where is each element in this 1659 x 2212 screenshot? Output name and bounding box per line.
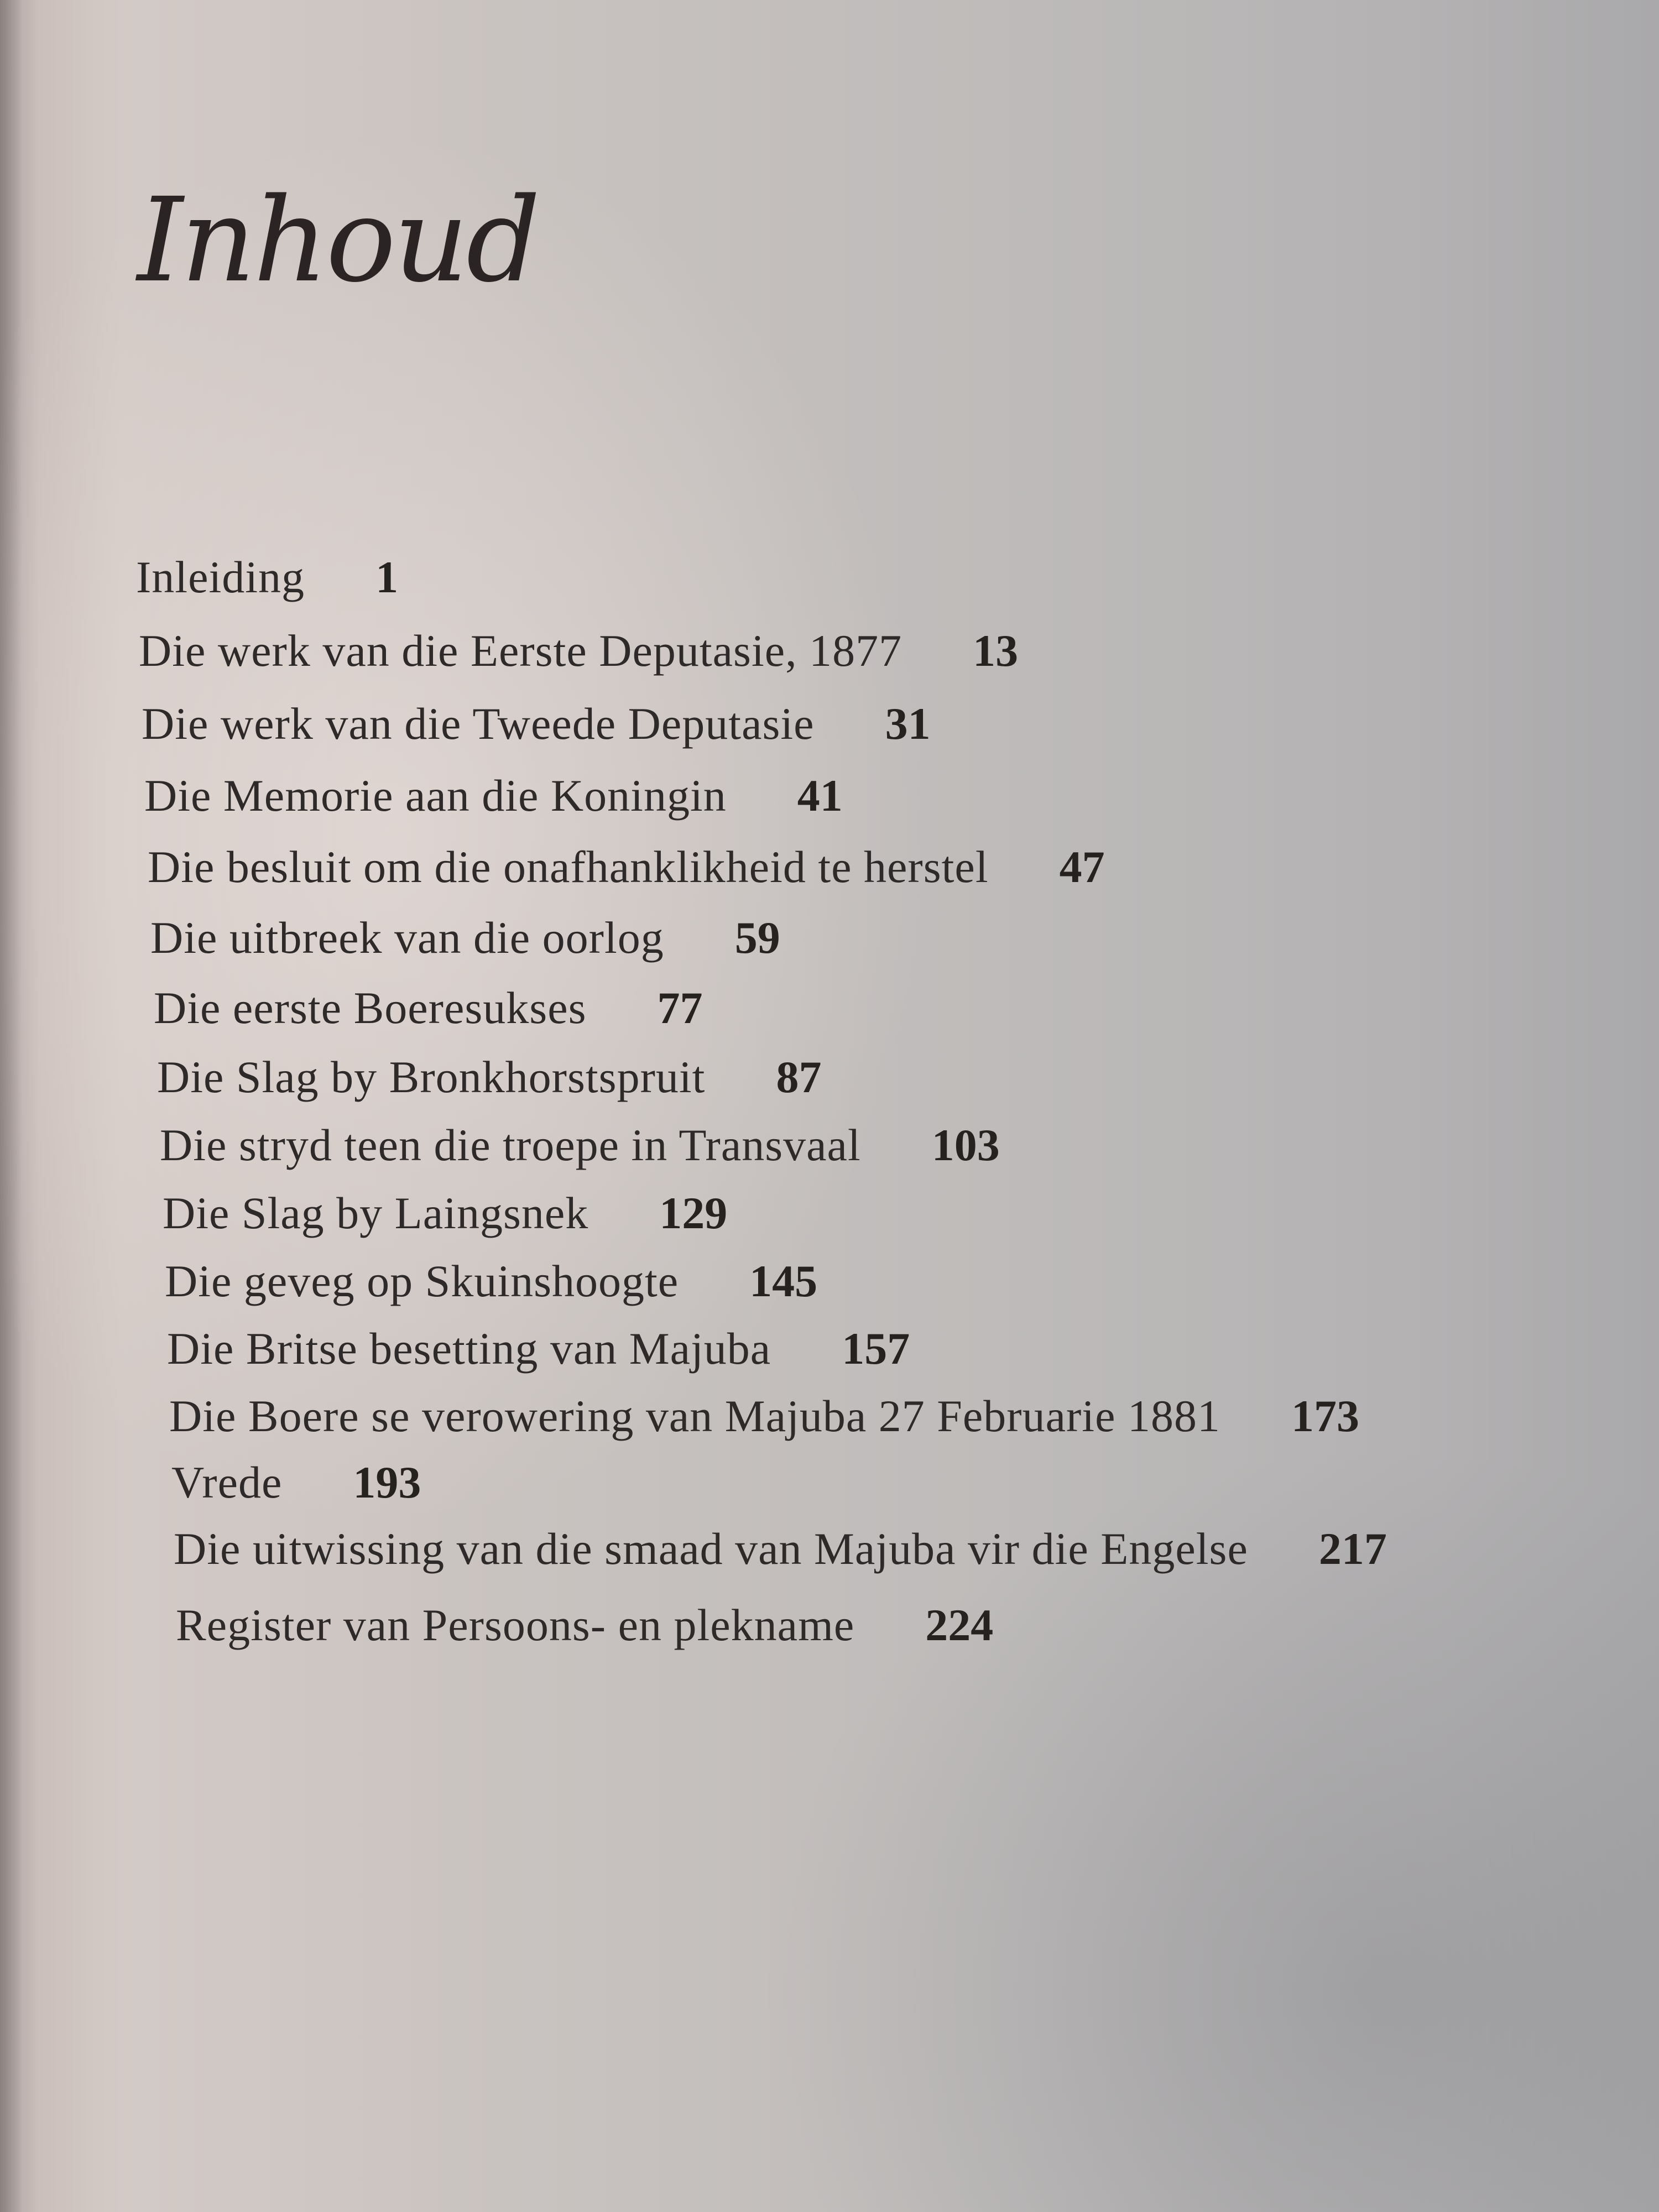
toc-entry-page: 13 xyxy=(973,625,1019,676)
toc-entry-page: 193 xyxy=(353,1457,421,1507)
toc-entry xyxy=(142,698,931,749)
toc-entry-title: Die Britse besetting van Majuba xyxy=(167,1323,771,1374)
toc-entry-title: Die geveg op Skuinshoogte xyxy=(165,1256,679,1306)
toc-entry-page: 129 xyxy=(659,1188,728,1238)
toc-entry xyxy=(150,912,780,963)
page-title: Inhoud xyxy=(137,173,539,308)
toc-entry-page: 59 xyxy=(734,912,780,963)
toc-entry-page: 87 xyxy=(776,1052,822,1102)
toc-entry xyxy=(163,1188,728,1238)
toc-entry-page: 41 xyxy=(797,770,843,821)
toc-entry-title: Die uitbreek van die oorlog xyxy=(150,912,664,963)
toc-entry-title: Die uitwissing van die smaad van Majuba vir die Engelse xyxy=(174,1524,1248,1574)
toc-entry-page: 77 xyxy=(657,983,703,1033)
toc-entry-title: Register van Persoons- en plekname xyxy=(176,1600,855,1650)
toc-entry xyxy=(165,1256,818,1306)
toc-entry-title: Die werk van die Tweede Deputasie xyxy=(142,698,815,749)
toc-entry-page: 173 xyxy=(1291,1391,1359,1441)
toc-entry xyxy=(169,1391,1359,1441)
toc-entry xyxy=(139,625,1019,676)
toc-entry-page: 224 xyxy=(925,1600,994,1650)
toc-entry-title: Die Boere se verowering van Majuba 27 Februarie 1881 xyxy=(169,1391,1220,1441)
toc-entry xyxy=(171,1457,421,1507)
toc-entry-title: Vrede xyxy=(171,1457,283,1507)
toc-entry-page: 31 xyxy=(885,698,931,749)
toc-entry xyxy=(160,1120,1000,1170)
toc-entry xyxy=(144,770,843,821)
toc-entry-title: Die eerste Boeresukses xyxy=(154,983,587,1033)
toc-entry-page: 47 xyxy=(1059,842,1105,892)
toc-entry xyxy=(176,1600,994,1650)
toc-entry-title: Die werk van die Eerste Deputasie, 1877 xyxy=(139,625,902,676)
toc-entry-title: Die Memorie aan die Koningin xyxy=(144,770,727,821)
toc-entry-title: Die besluit om die onafhanklikheid te herstel xyxy=(148,842,989,892)
toc-entry-title: Inleiding xyxy=(136,552,305,602)
toc-entry-title: Die Slag by Laingsnek xyxy=(163,1188,589,1238)
toc-entry-page: 145 xyxy=(749,1256,818,1306)
toc-entry-title: Die Slag by Bronkhorstspruit xyxy=(157,1052,706,1102)
toc-entry xyxy=(167,1323,910,1374)
toc-entry xyxy=(154,985,703,1031)
toc-entry-page: 217 xyxy=(1318,1524,1387,1574)
toc-entry-page: 103 xyxy=(931,1120,1000,1170)
toc-entry-page: 1 xyxy=(375,552,399,602)
toc-entry-title: Die stryd teen die troepe in Transvaal xyxy=(160,1120,861,1170)
toc-entry xyxy=(148,844,1105,890)
toc-entry xyxy=(157,1052,822,1102)
toc-entry xyxy=(136,552,399,602)
toc-entry xyxy=(174,1526,1387,1572)
toc-entry-page: 157 xyxy=(842,1323,910,1374)
